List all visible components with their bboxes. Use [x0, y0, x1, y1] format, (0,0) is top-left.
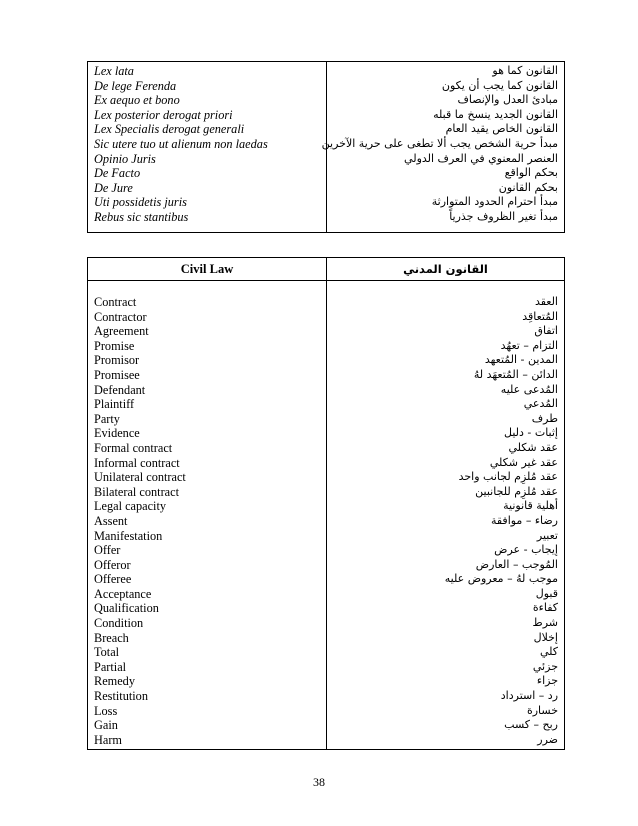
arabic-term: خسارة: [526, 703, 558, 717]
arabic-maxim: مبدأ حرية الشخص يجب ألا تطغى على حرية الآخرين: [321, 136, 558, 150]
english-term: Offeror: [94, 557, 131, 572]
english-term: Formal contract: [94, 440, 173, 455]
arabic-term: الدائن – المُتعهَد لهُ: [473, 367, 558, 381]
latin-maxim: De lege Ferenda: [94, 78, 177, 93]
arabic-term: جزاء: [536, 674, 558, 688]
arabic-term: عقد مُلزِم للجانبين: [475, 484, 558, 498]
english-term: Agreement: [94, 324, 149, 339]
arabic-term: إيجاب - عرض: [494, 543, 558, 557]
english-term: Harm: [94, 732, 122, 747]
latin-maxim: De Facto: [94, 166, 141, 181]
english-term: Evidence: [94, 426, 140, 441]
latin-maxim: Sic utere tuo ut alienum non laedas: [94, 136, 268, 151]
english-term: Breach: [94, 630, 129, 645]
arabic-term: أهلية قانونية: [503, 499, 558, 513]
legal-maxims-table: [87, 61, 565, 233]
arabic-term: موجب لهُ – معروض عليه: [444, 572, 558, 586]
english-term: Unilateral contract: [94, 470, 186, 485]
arabic-term: المُدعي: [523, 397, 558, 411]
arabic-maxim: القانون الجديد ينسخ ما قبله: [433, 107, 558, 121]
english-term: Partial: [94, 659, 127, 674]
arabic-term: المدين - المُتعهد: [484, 353, 558, 367]
arabic-term: عقد مُلزِم لجانب واحد: [458, 470, 558, 484]
latin-maxim: Opinio Juris: [94, 151, 156, 166]
arabic-term: ربح – كسب: [504, 718, 558, 732]
arabic-term: ضرر: [537, 732, 558, 746]
english-term: Promisee: [94, 367, 140, 382]
english-term: Contractor: [94, 309, 147, 324]
arabic-term: كلي: [539, 645, 558, 659]
civil-law-header-ar: القانون المدني: [327, 258, 565, 281]
english-term: Restitution: [94, 689, 148, 704]
latin-maxim: Lex lata: [94, 64, 134, 78]
english-term: Informal contract: [94, 455, 180, 470]
arabic-term: رضاء – موافقة: [490, 513, 558, 527]
english-term: Gain: [94, 718, 118, 733]
english-term: Bilateral contract: [94, 484, 180, 499]
english-terms-column: [88, 281, 327, 750]
latin-maxim: Lex Specialis derogat generali: [94, 122, 245, 137]
english-term: Contract: [94, 295, 137, 309]
civil-law-glossary-table: [87, 257, 565, 750]
english-term: Promisor: [94, 353, 140, 368]
arabic-term: تعبير: [536, 528, 558, 542]
english-term: Qualification: [94, 601, 159, 616]
english-term: Total: [94, 645, 120, 660]
arabic-term: المُوجب – العارض: [475, 557, 558, 571]
page-number: 38: [313, 775, 325, 789]
arabic-term: إخلال: [533, 630, 558, 644]
arabic-term: كفاءة: [532, 601, 558, 615]
arabic-maxim: العنصر المعنوي في العرف الدولي: [404, 151, 558, 165]
arabic-terms-column: [327, 281, 565, 750]
arabic-term: طرف: [531, 411, 558, 425]
english-term: Plaintiff: [94, 397, 135, 412]
arabic-term: المُدعى عليه: [500, 382, 558, 396]
arabic-maxim: مبدأ تغير الظروف جذرياً: [449, 209, 558, 223]
english-term: Assent: [94, 513, 128, 528]
english-term: Loss: [94, 703, 118, 718]
latin-maxim: Lex posterior derogat priori: [94, 107, 233, 122]
arabic-maxim: القانون الخاص يقيد العام: [445, 122, 558, 136]
arabic-maxims-column: [321, 62, 565, 233]
latin-maxim: Uti possidetis juris: [94, 195, 187, 210]
arabic-term: المُتعاقِد: [522, 309, 558, 323]
arabic-term: التزام – تعهُد: [500, 338, 558, 352]
english-term: Remedy: [94, 674, 135, 689]
latin-maxim: De Jure: [94, 180, 133, 195]
english-term: Condition: [94, 616, 144, 631]
arabic-maxim: بحكم الواقع: [504, 166, 558, 180]
arabic-term: عقد شكلي: [508, 440, 558, 454]
latin-maxim: Rebus sic stantibus: [94, 209, 189, 224]
arabic-term: شرط: [532, 616, 558, 630]
arabic-maxim: القانون كما هو: [492, 64, 558, 77]
arabic-term: قبول: [535, 586, 558, 600]
english-term: Defendant: [94, 382, 146, 397]
arabic-maxim: مبادئ العدل والإنصاف: [457, 93, 558, 107]
civil-law-header-en: Civil Law: [88, 258, 327, 281]
arabic-term: العقد: [534, 295, 558, 308]
arabic-term: رد – استرداد: [500, 689, 558, 703]
english-term: Offer: [94, 543, 121, 558]
english-term: Manifestation: [94, 528, 163, 543]
arabic-term: عقد غير شكلي: [489, 455, 558, 469]
arabic-maxim: بحكم القانون: [498, 180, 558, 194]
arabic-maxim: القانون كما يجب أن يكون: [441, 78, 558, 92]
arabic-term: إثبات - دليل: [503, 426, 558, 440]
latin-maxims-column: [88, 62, 327, 233]
arabic-term: اتفاق: [534, 324, 558, 338]
english-term: Party: [94, 411, 120, 426]
english-term: Legal capacity: [94, 499, 167, 514]
english-term: Acceptance: [94, 586, 152, 601]
english-term: Promise: [94, 338, 135, 353]
arabic-maxim: مبدأ احترام الحدود المتوارثة: [431, 195, 558, 209]
arabic-term: جزئي: [532, 659, 558, 673]
english-term: Offeree: [94, 572, 132, 587]
latin-maxim: Ex aequo et bono: [94, 93, 180, 108]
